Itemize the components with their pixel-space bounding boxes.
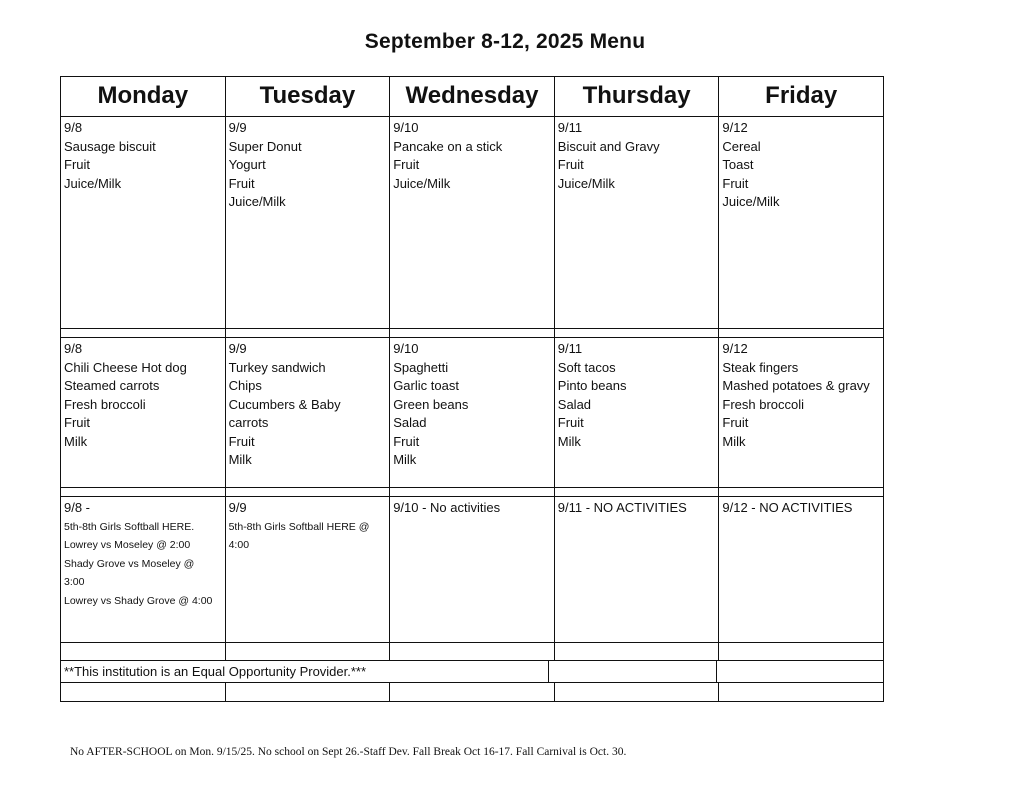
menu-item: Fruit — [722, 415, 749, 430]
menu-item: Pancake on a stick — [393, 138, 503, 154]
breakfast-cell — [390, 117, 555, 329]
separator-cell — [390, 329, 555, 338]
activity-item: 5th-8th Girls Softball HERE. — [64, 520, 195, 533]
activity-heading: 9/9 — [228, 500, 247, 515]
blank-cell — [61, 683, 226, 701]
menu-item: Milk — [228, 452, 252, 467]
menu-item: Milk — [393, 452, 417, 467]
lunch-row — [61, 338, 883, 488]
activity-item: Lowrey vs Moseley @ 2:00 — [64, 539, 191, 551]
separator-cell — [555, 488, 720, 497]
menu-table — [60, 76, 884, 702]
menu-item: Chips — [228, 378, 262, 393]
day-header-monday: Monday — [61, 77, 226, 117]
blank-cell — [719, 643, 883, 661]
blank-cell — [717, 661, 883, 683]
menu-item: Turkey sandwich — [228, 359, 326, 375]
menu-date: 9/10 — [393, 341, 419, 356]
blank-cell — [549, 661, 716, 683]
menu-item: Mashed potatoes & gravy — [722, 378, 870, 393]
page-title: September 8-12, 2025 Menu — [364, 30, 646, 53]
activity-heading: 9/10 - No activities — [393, 500, 501, 515]
breakfast-cell — [61, 117, 226, 329]
menu-item: Biscuit and Gravy — [557, 138, 660, 154]
menu-item: carrots — [228, 415, 269, 430]
menu-item: Steamed carrots — [64, 378, 160, 393]
menu-item: Fruit — [722, 175, 749, 191]
menu-item: Juice/Milk — [393, 175, 451, 191]
menu-date: 9/8 — [64, 341, 83, 356]
separator-cell — [390, 488, 555, 497]
activity-item: Lowrey vs Shady Grove @ 4:00 — [64, 594, 213, 607]
blank-cell — [226, 643, 391, 661]
activity-heading: 9/11 - NO ACTIVITIES — [557, 500, 687, 515]
menu-item: Soft tacos — [557, 359, 616, 375]
menu-item: Super Donut — [228, 138, 302, 154]
blank-cell — [226, 683, 391, 701]
breakfast-cell — [719, 117, 883, 329]
activity-heading: 9/8 - — [64, 500, 91, 515]
blank-cell — [555, 643, 720, 661]
separator-cell — [226, 488, 391, 497]
menu-item: Cereal — [722, 138, 761, 154]
menu-item: Fruit — [557, 415, 584, 430]
menu-date: 9/11 — [557, 120, 583, 135]
blank-row — [61, 683, 883, 701]
activities-cell — [390, 497, 555, 643]
menu-item: Pinto beans — [557, 378, 627, 393]
separator-cell — [226, 329, 391, 338]
day-header-friday: Friday — [719, 77, 883, 117]
separator-row — [61, 488, 883, 497]
menu-item: Fresh broccoli — [722, 396, 805, 412]
menu-date: 9/11 — [557, 341, 583, 356]
blank-cell — [390, 683, 555, 701]
day-header-tuesday: Tuesday — [226, 77, 391, 117]
blank-cell — [390, 643, 555, 661]
menu-item: Milk — [64, 433, 88, 449]
menu-item: Fresh broccoli — [64, 396, 146, 412]
activities-row — [61, 497, 883, 643]
lunch-cell — [555, 338, 720, 488]
activity-heading: 9/12 - NO ACTIVITIES — [722, 500, 853, 515]
menu-item: Fruit — [557, 157, 584, 172]
menu-item: Fruit — [393, 433, 420, 449]
lunch-cell — [61, 338, 226, 488]
menu-item: Fruit — [64, 157, 90, 172]
breakfast-cell — [226, 117, 391, 329]
breakfast-cell — [555, 117, 720, 329]
menu-item: Fruit — [228, 175, 255, 191]
menu-item: Milk — [557, 433, 581, 449]
lunch-cell — [719, 338, 883, 488]
lunch-cell — [226, 338, 391, 488]
activity-item: 4:00 — [228, 539, 250, 551]
menu-item: Spaghetti — [393, 359, 449, 375]
menu-item: Juice/Milk — [228, 194, 286, 209]
menu-item: Steak fingers — [722, 359, 799, 375]
separator-cell — [555, 329, 720, 338]
menu-item: Fruit — [393, 157, 420, 172]
menu-item: Fruit — [228, 433, 255, 449]
day-header-row — [61, 77, 883, 117]
menu-date: 9/8 — [64, 120, 83, 135]
day-header-wednesday: Wednesday — [390, 77, 555, 117]
blank-cell — [61, 643, 226, 661]
menu-date: 9/9 — [228, 341, 247, 356]
separator-cell — [719, 488, 883, 497]
menu-item: Salad — [557, 396, 592, 412]
activity-item: 3:00 — [64, 576, 85, 588]
menu-item: Chili Cheese Hot dog — [64, 359, 187, 375]
menu-item: Green beans — [393, 396, 469, 412]
notice-row — [61, 661, 883, 683]
breakfast-row — [61, 117, 883, 329]
menu-item: Yogurt — [228, 157, 266, 172]
day-header-thursday: Thursday — [555, 77, 720, 117]
blank-cell — [719, 683, 883, 701]
equal-opportunity-notice: **This institution is an Equal Opportunity Provider.*** — [61, 661, 549, 683]
separator-cell — [719, 329, 883, 338]
activities-cell — [61, 497, 226, 643]
menu-item: Juice/Milk — [557, 175, 615, 191]
activity-item: 5th-8th Girls Softball HERE @ — [228, 520, 370, 533]
blank-row — [61, 643, 883, 661]
menu-item: Juice/Milk — [64, 175, 122, 191]
menu-item: Cucumbers & Baby — [228, 396, 341, 412]
separator-cell — [61, 329, 226, 338]
menu-item: Milk — [722, 433, 746, 449]
menu-item: Salad — [393, 415, 427, 430]
activities-cell — [719, 497, 883, 643]
menu-date: 9/9 — [228, 120, 247, 135]
activities-cell — [226, 497, 391, 643]
blank-cell — [555, 683, 720, 701]
activities-cell — [555, 497, 720, 643]
menu-date: 9/10 — [393, 120, 419, 135]
separator-cell — [61, 488, 226, 497]
activity-item: Shady Grove vs Moseley @ — [64, 557, 195, 570]
lunch-cell — [390, 338, 555, 488]
menu-item: Toast — [722, 157, 754, 172]
footer-note: No AFTER-SCHOOL on Mon. 9/15/25. No school on Sept 26.-Staff Dev. Fall Break Oct 16-17. Fall Carnival is Oct. 30. — [70, 746, 627, 758]
menu-item: Garlic toast — [393, 378, 459, 393]
menu-date: 9/12 — [722, 341, 748, 356]
separator-row — [61, 329, 883, 338]
menu-item: Fruit — [64, 415, 90, 430]
menu-date: 9/12 — [722, 120, 748, 135]
menu-item: Juice/Milk — [722, 194, 780, 209]
menu-item: Sausage biscuit — [64, 138, 156, 154]
